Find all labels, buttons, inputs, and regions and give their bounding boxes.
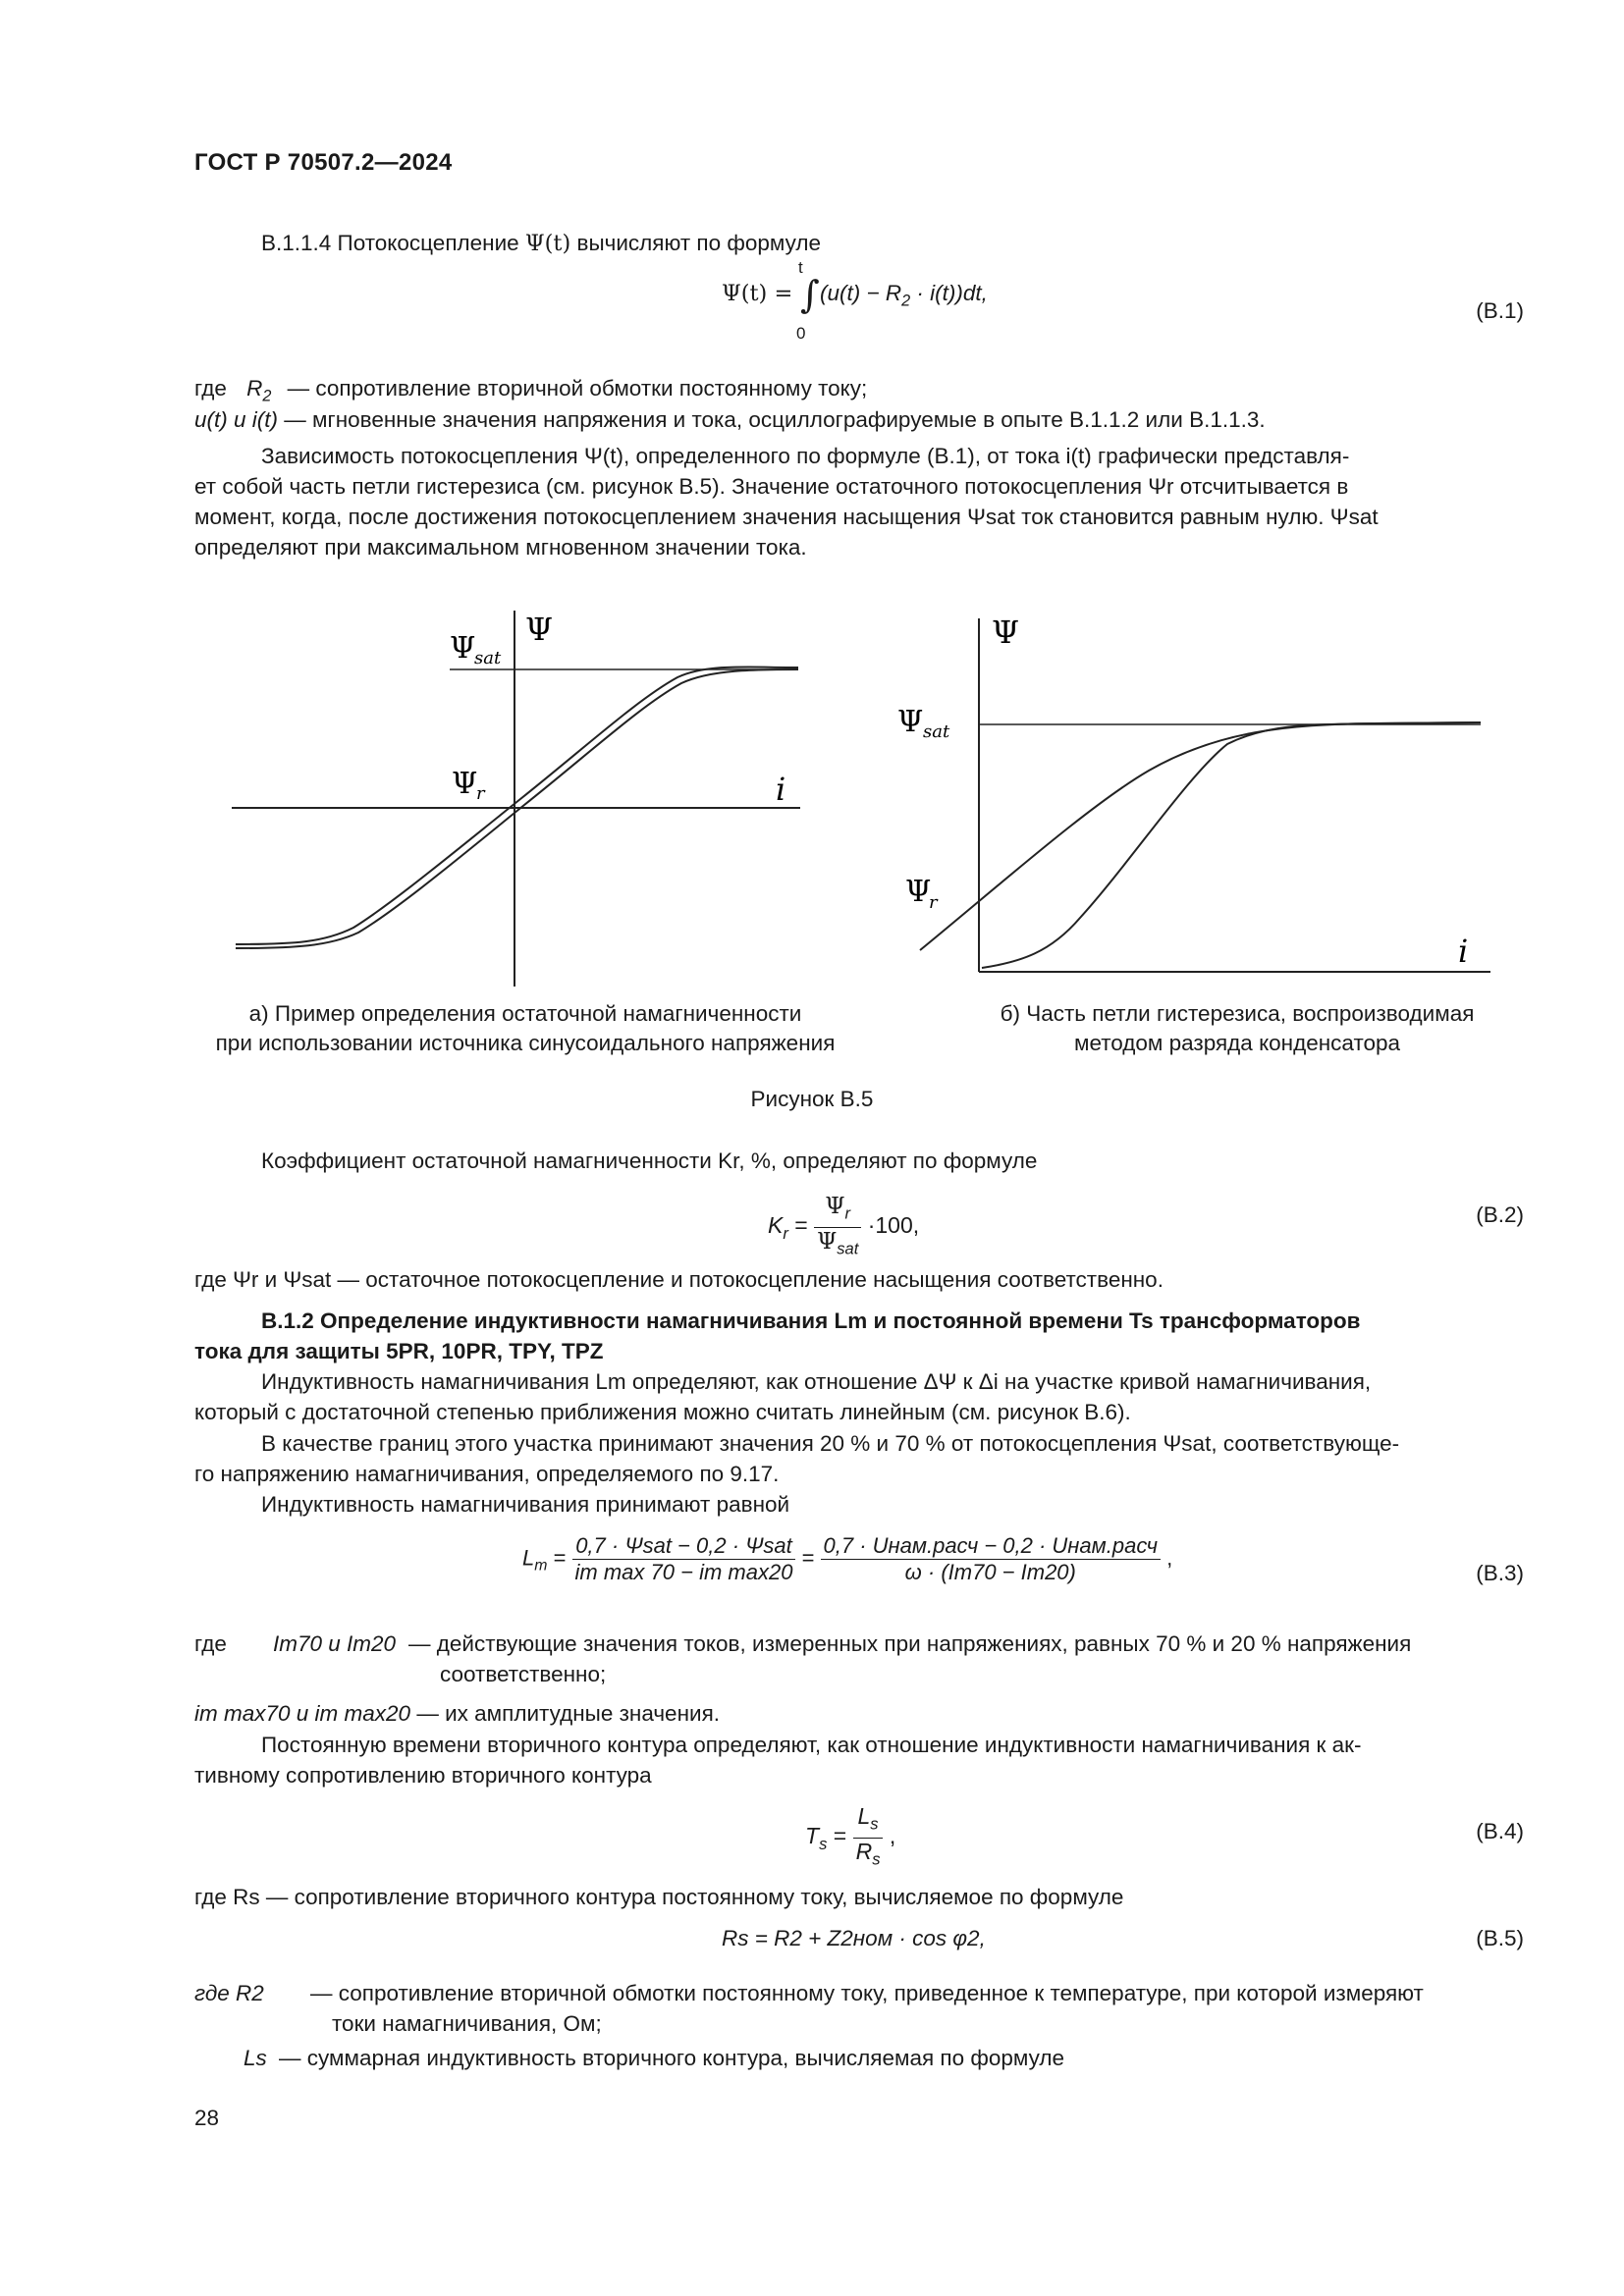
right-i-label: i bbox=[1458, 933, 1469, 970]
eq2-den-sub: sat bbox=[837, 1239, 859, 1258]
eq3-fraction-1 bbox=[572, 1533, 796, 1585]
b12-p4-line-1: Постоянную времени вторичного контура определяют, как отношение индуктивности намагничивания к ак- bbox=[261, 1733, 1362, 1757]
left-plot bbox=[232, 611, 800, 987]
left-caption-line-1: а) Пример определения остаточной намагниченности bbox=[248, 1001, 802, 1026]
where-imax-sym: im max70 и im max20 bbox=[194, 1701, 411, 1726]
eq1-body-text: (u(t) − R bbox=[820, 281, 902, 305]
eq3-num1: 0,7 · Ψsat − 0,2 · Ψsat bbox=[572, 1533, 796, 1560]
right-psi-sat-label: Ψ bbox=[897, 705, 924, 739]
where-im-sym: Im70 и Im20 bbox=[273, 1631, 397, 1656]
eq1-body bbox=[820, 281, 988, 311]
b12-p4-line-2: тивному сопротивлению вторичного контура bbox=[194, 1763, 652, 1788]
eq2-lhs: K bbox=[768, 1212, 784, 1239]
figure-right-caption bbox=[913, 999, 1561, 1058]
left-i-label: i bbox=[776, 771, 786, 808]
right-curve-lower bbox=[982, 722, 1481, 968]
intro-psi: Ψ(t) bbox=[524, 231, 571, 256]
where-r2-final-text bbox=[310, 1978, 1528, 2039]
eq5-number: (В.5) bbox=[1476, 1926, 1524, 1950]
eq2-num-sub: r bbox=[844, 1203, 851, 1223]
where-ls-sym: Ls bbox=[244, 2046, 267, 2070]
eq1-number: (В.1) bbox=[1476, 298, 1524, 323]
eq4-number: (В.4) bbox=[1476, 1819, 1524, 1843]
where-ls-text: — суммарная индуктивность вторичного контура, вычисляемая по формуле bbox=[279, 2046, 1065, 2070]
where-r2-text: — сопротивление вторичной обмотки постоянному току; bbox=[287, 376, 868, 400]
intro-text-b: вычисляют по формуле bbox=[570, 231, 822, 255]
eq3-lhs: L bbox=[522, 1545, 535, 1571]
where-r2-final-text-1: — сопротивление вторичной обмотки постоянному току, приведенное к температуре, при которой измеряют bbox=[310, 1981, 1424, 2005]
left-psi-r-sub: r bbox=[476, 783, 485, 804]
where-ut-it bbox=[194, 404, 1266, 435]
figure-title: Рисунок В.5 bbox=[750, 1087, 874, 1111]
eq2-fraction bbox=[814, 1193, 861, 1261]
where-r2-final bbox=[194, 1978, 1526, 2036]
where-im bbox=[194, 1629, 1526, 1686]
eq4-lhs-sub: s bbox=[819, 1834, 828, 1853]
right-psi-sat-sub: sat bbox=[923, 721, 950, 742]
eq4-den bbox=[853, 1839, 884, 1873]
b12-para-2 bbox=[194, 1428, 1526, 1489]
kr-where: где Ψr и Ψsat — остаточное потокосцепление и потокосцепление насыщения соответственно. bbox=[194, 1267, 1164, 1292]
b12-heading bbox=[194, 1306, 1526, 1366]
b12-p1-line-1: Индуктивность намагничивания Lm определяют, как отношение ΔΨ к Δi на участке кривой намагничивания, bbox=[261, 1369, 1372, 1394]
para-line-4: определяют при максимальном мгновенном значении тока. bbox=[194, 535, 807, 560]
eq2-num bbox=[814, 1193, 861, 1228]
where-r2-letter: R bbox=[246, 376, 263, 400]
b12-heading-line-1: В.1.2 Определение индуктивности намагничивания Lm и постоянной времени Ts трансформаторов bbox=[261, 1308, 1361, 1333]
where-im-text-2: соответственно; bbox=[440, 1662, 607, 1686]
eq3-den2: ω · (Im70 − Im20) bbox=[904, 1560, 1076, 1584]
figure-left-caption bbox=[177, 999, 874, 1058]
eq3-num2: 0,7 · Uнам.расч − 0,2 · Uнам.расч bbox=[821, 1533, 1161, 1560]
equation-b3: $L_m$ = $\frac{\text{0,7 · Ψsat − 0,2 · Ψsat}}{\text{im max 70 − im max20}}$ = $\frac{\text{0,7 · Uнам.расч − 0,2 · Uнам.расч}}{\omega \cdot (Im70 - Im20)}$ , bbox=[522, 1533, 1173, 1584]
equation-b2: $K_r$ = $\frac{\Psi_r}{\Psi_{sat}}$ ·100, bbox=[768, 1193, 919, 1261]
eq3-den1: im max 70 − im max20 bbox=[574, 1560, 793, 1584]
left-psi-sat-sub: sat bbox=[474, 648, 502, 668]
eq4-num-letter: L bbox=[857, 1803, 871, 1829]
where-rs: где Rs — сопротивление вторичного контура постоянному току, вычисляемое по формуле bbox=[194, 1885, 1124, 1909]
eq1-lower: 0 bbox=[796, 324, 806, 343]
b12-para-3: Индуктивность намагничивания принимают равной bbox=[261, 1492, 790, 1517]
where-im-text bbox=[408, 1629, 1528, 1689]
left-psi-sat-label: Ψ bbox=[450, 631, 476, 666]
b12-para-1 bbox=[194, 1366, 1526, 1427]
equation-b1 bbox=[722, 281, 792, 306]
para-hysteresis bbox=[194, 441, 1526, 562]
where-r2-final-text-2: токи намагничивания, Ом; bbox=[332, 2011, 602, 2036]
eq4-den-letter: R bbox=[855, 1838, 873, 1864]
kr-intro: Коэффициент остаточной намагниченности Kr, %, определяют по формуле bbox=[261, 1148, 1038, 1173]
document-header: ГОСТ Р 70507.2—2024 bbox=[194, 149, 453, 176]
eq2-tail: ·100, bbox=[867, 1212, 920, 1239]
b12-p2-line-1: В качестве границ этого участка принимают значения 20 % и 70 % от потокосцепления Ψsat, соответствующе- bbox=[261, 1431, 1400, 1456]
b12-para-4 bbox=[194, 1730, 1526, 1790]
where-ut-sym: u(t) и i(t) bbox=[194, 407, 279, 432]
eq4-num bbox=[853, 1803, 884, 1839]
section-intro bbox=[261, 228, 821, 259]
right-psi-r-label: Ψ bbox=[905, 875, 932, 909]
b12-heading-line-2: тока для защиты 5PR, 10PR, TPY, TPZ bbox=[194, 1339, 604, 1363]
eq4-den-sub: s bbox=[872, 1849, 881, 1869]
where-r2-final-sym: где R2 bbox=[194, 1981, 264, 2005]
eq2-den bbox=[814, 1228, 861, 1262]
where-ls bbox=[244, 2043, 1064, 2073]
equation-b5: Rs = R2 + Z2ном · cos φ2, bbox=[722, 1926, 986, 1950]
where-r2-sub: 2 bbox=[262, 387, 272, 405]
intro-text-a: В.1.1.4 Потокосцепление bbox=[261, 231, 525, 255]
eq4-fraction bbox=[853, 1803, 884, 1872]
b12-p2-line-2: го напряжению намагничивания, определяемого по 9.17. bbox=[194, 1462, 780, 1486]
eq1-lhs: Ψ(t) = bbox=[722, 281, 793, 306]
eq2-lhs-sub: r bbox=[783, 1223, 788, 1243]
left-caption-line-2: при использовании источника синусоидального напряжения bbox=[215, 1031, 836, 1055]
eq4-num-sub: s bbox=[870, 1814, 879, 1834]
equation-b4: $T_s$ = $\frac{L_s}{R_s}$ , bbox=[805, 1803, 895, 1872]
where-ut-text: — мгновенные значения напряжения и тока, осциллографируемые в опыте В.1.1.2 или В.1.1.3. bbox=[284, 407, 1266, 432]
eq1-body-sub: 2 bbox=[901, 292, 911, 310]
eq4-lhs: T bbox=[805, 1823, 820, 1849]
where-im-text-1: — действующие значения токов, измеренных при напряжениях, равных 70 % и 20 % напряжения bbox=[408, 1631, 1412, 1656]
left-psi-r-label: Ψ bbox=[452, 767, 478, 801]
para-line-2: ет собой часть петли гистерезиса (см. рисунок В.5). Значение остаточного потокосцепления Ψr отсчитывается в bbox=[194, 474, 1349, 499]
eq2-num-psi: Ψ bbox=[825, 1194, 845, 1219]
where-word: где bbox=[194, 376, 227, 400]
where-imax-text: — их амплитудные значения. bbox=[416, 1701, 721, 1726]
right-psi-label: Ψ bbox=[992, 614, 1020, 651]
eq2-number: (В.2) bbox=[1476, 1202, 1524, 1227]
eq3-number: (В.3) bbox=[1476, 1561, 1524, 1585]
para-line-3: момент, когда, после достижения потокосцеплением значения насыщения Ψsat ток становится равным нулю. Ψsat bbox=[194, 505, 1379, 529]
left-curve-upper bbox=[236, 667, 798, 944]
right-curve-upper bbox=[920, 722, 1481, 950]
right-caption-line-1: б) Часть петли гистерезиса, воспроизводимая bbox=[1000, 1001, 1475, 1026]
eq1-integral: ∫ bbox=[800, 273, 820, 316]
right-psi-r-sub: r bbox=[929, 892, 938, 913]
eq1-body-tail: · i(t))dt, bbox=[910, 281, 988, 305]
eq1-upper: t bbox=[798, 258, 803, 277]
where-r2-sym bbox=[246, 376, 272, 405]
where-imax bbox=[194, 1698, 720, 1729]
left-psi-label: Ψ bbox=[525, 611, 554, 648]
right-caption-line-2: методом разряда конденсатора bbox=[1073, 1031, 1401, 1055]
where-im-word: где bbox=[194, 1631, 227, 1656]
eq3-lhs-sub: m bbox=[534, 1557, 548, 1575]
b12-p1-line-2: который с достаточной степенью приближения можно считать линейным (см. рисунок В.6). bbox=[194, 1400, 1131, 1424]
right-plot bbox=[897, 614, 1490, 972]
page-number: 28 bbox=[194, 2106, 220, 2130]
eq2-den-psi: Ψ bbox=[817, 1228, 838, 1255]
para-line-1: Зависимость потокосцепления Ψ(t), определенного по формуле (В.1), от тока i(t) графически представля- bbox=[261, 444, 1350, 468]
eq3-fraction-2 bbox=[821, 1533, 1161, 1585]
